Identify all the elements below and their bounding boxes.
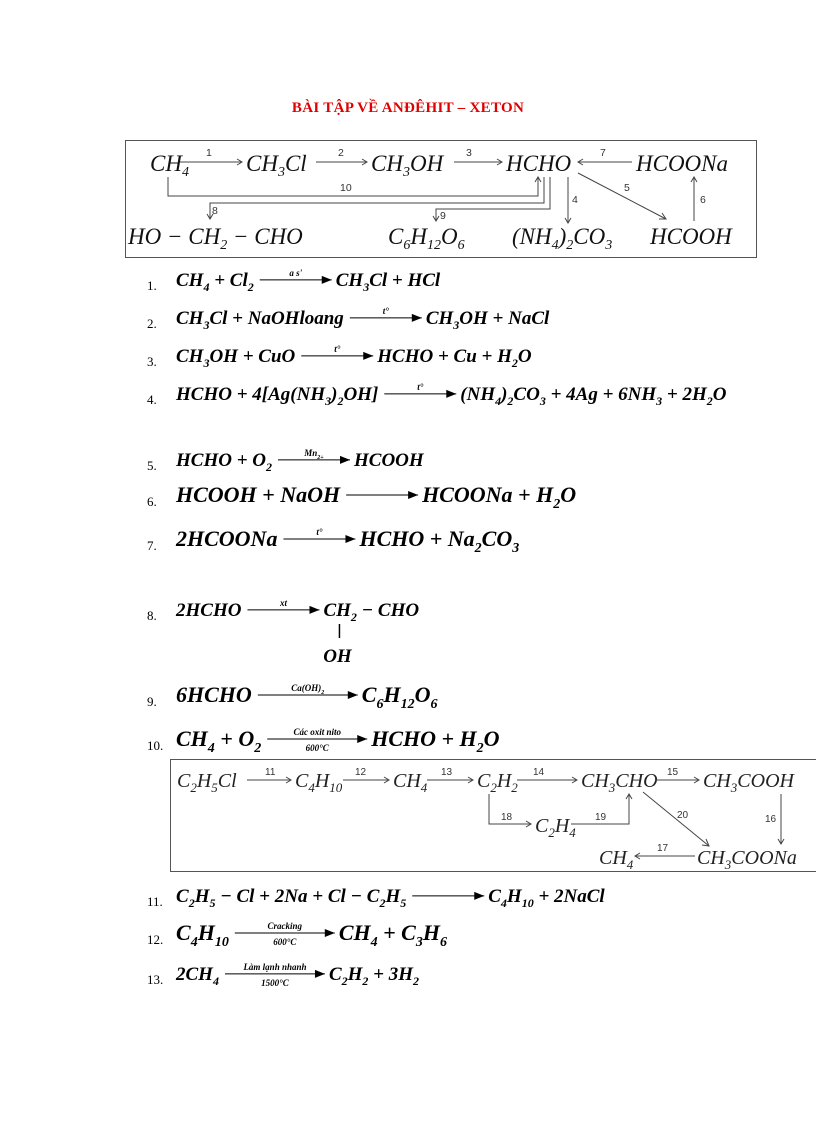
equation-10 [0,720,816,760]
equation-formula [172,676,812,716]
products: HCOOH [354,450,424,471]
svg-text:7: 7 [600,147,606,159]
condition-top: xt [279,597,287,608]
reactants: 2HCHO [176,600,242,621]
condition-top: t° [382,305,389,316]
condition-top: Các oxit nito [293,726,341,737]
equation-number: 8. [147,608,157,623]
node2-ch4: $CH_4$ [393,770,428,795]
condition-top: Làm lạnh nhanh [243,961,307,972]
svg-text:5: 5 [624,182,630,194]
equation-2 [0,298,816,338]
node-c6h12o6: $C_6H_{12}O_6$ [388,224,465,253]
products: $CH_3OH$ + NaCl [425,308,550,332]
node-ch3cl: $CH_3Cl$ [246,151,307,180]
products: $C_4H_{10}$ + 2NaCl [488,886,605,910]
products: $CH_4 + C_3H_6$ [338,920,447,950]
condition-top: $Mn_{2+}$ [304,447,324,461]
equation-number: 10. [147,738,164,753]
reactants: $C_4H_{10}$ [176,920,229,950]
equation-11 [0,876,816,916]
svg-text:16: 16 [765,814,777,825]
svg-text:9: 9 [440,210,446,222]
equation-12 [0,914,816,954]
svg-text:2: 2 [338,147,344,159]
products: HCHO + $H_2O$ [371,726,500,756]
condition-bottom: 600°C [273,936,297,947]
equation-5 [0,440,816,480]
svg-text:3: 3 [466,147,472,159]
equation-number: 1. [147,278,157,293]
arrow-10 [168,177,538,196]
node2-ch3cho: $CH_3CHO$ [581,770,658,795]
equation-4 [0,374,816,414]
substituent-oh: OH [323,646,352,667]
equation-formula [172,520,812,560]
node2-ch3coona: $CH_3COONa$ [697,847,797,872]
equation-formula [172,720,812,760]
arrow-5 [578,173,666,219]
equation-9 [0,676,816,716]
reactants: $CH_3Cl$ + NaOHloang [176,308,344,332]
equation-number: 5. [147,458,157,473]
svg-text:13: 13 [441,767,453,778]
equation-number: 11. [147,894,163,909]
products: HCHO + $Cu + H_2O$ [377,346,532,370]
svg-text:18: 18 [501,812,513,823]
svg-text:14: 14 [533,767,545,778]
node-hcoona: HCOONa [636,151,729,176]
equation-formula [172,298,812,338]
equation-formula [172,476,812,516]
svg-text:10: 10 [340,182,352,194]
reaction-scheme-2 [170,759,816,872]
products: HCOONa + $H_2O$ [422,482,577,512]
svg-text:12: 12 [355,767,367,778]
reactants: $C_2H_5 - Cl + 2Na + Cl - C_2H_5$ [176,886,407,910]
node2-ch4-b: $CH_4$ [599,847,634,872]
reaction-scheme-1 [125,140,757,258]
products: $CH_2$ − CHO [323,600,420,624]
condition-top: $Ca(OH)_2$ [291,682,325,696]
equation-1 [0,260,816,300]
products: $(NH_4)_2CO_3 + 4Ag + 6NH_3 + 2H_2O$ [460,384,727,408]
condition-bottom: 1500°C [261,977,289,988]
svg-text:19: 19 [595,812,607,823]
reactants: HCOOH + NaOH [176,482,341,507]
reactants: $CH_4 + Cl_2$ [176,270,254,294]
products: $C_2H_2 + 3H_2$ [328,964,420,988]
equation-number: 7. [147,538,157,553]
condition-top: a s' [289,267,303,278]
condition-bottom: 600°C [305,742,329,753]
equation-formula [172,914,812,954]
reactants: HCHO + $O_2$ [176,450,272,474]
reactants: $CH_4 + O_2$ [176,726,262,756]
svg-text:20: 20 [677,810,689,821]
equation-formula [172,260,812,300]
condition-top: t° [316,526,323,537]
equation-formula [172,336,812,376]
page-title: BÀI TẬP VỀ ANĐÊHIT – XETON [291,100,525,116]
condition-top: t° [417,381,424,392]
products: $C_6H_{12}O_6$ [361,682,438,712]
node2-c2h5cl: $C_2H_5Cl$ [177,770,237,795]
condition-top: t° [334,343,341,354]
node2-c4h10: $C_4H_{10}$ [295,770,343,795]
equation-number: 6. [147,494,157,509]
node-hcooh: HCOOH [650,224,732,249]
svg-text:8: 8 [212,205,218,217]
reactants: $CH_3OH$ + CuO [176,346,296,370]
node-hoch2cho: HO − $CH_2$ − CHO [128,224,303,253]
equation-number: 13. [147,972,164,987]
svg-text:1: 1 [206,147,212,159]
products: HCHO + $Na_2CO_3$ [359,526,520,556]
reaction-scheme-1-svg [126,141,758,259]
condition-top: Cracking [267,920,303,931]
equation-number: 12. [147,932,164,947]
node2-c2h2: $C_2H_2$ [477,770,518,795]
arrow-8 [210,177,544,219]
reactants: 2HCOONa [176,526,278,551]
equation-13 [0,954,816,994]
node-hcho: HCHO [506,151,572,176]
equation-3 [0,336,816,376]
equation-6 [0,476,816,516]
node2-ch3cooh: $CH_3COOH$ [703,770,794,795]
equation-formula [172,374,812,414]
node-nh4-2co3: $(NH_4)_2CO_3$ [512,224,613,253]
reactants: HCHO + $4[Ag(NH_3)_2OH]$ [176,384,379,408]
reactants: 6HCHO [176,682,252,707]
node-ch4: $CH_4$ [150,151,189,180]
svg-text:11: 11 [265,767,276,778]
equation-formula [172,876,812,916]
reactants: $2CH_4$ [176,964,219,988]
equation-number: 9. [147,694,157,709]
equation-formula [172,590,812,670]
node-ch3oh: $CH_3OH$ [371,151,444,180]
equation-8 [0,590,816,667]
equation-7 [0,520,816,560]
equation-number: 2. [147,316,157,331]
equation-formula [172,440,812,480]
svg-text:4: 4 [572,194,578,206]
svg-text:17: 17 [657,843,669,854]
svg-text:15: 15 [667,767,679,778]
equation-formula [172,954,812,994]
equation-number: 4. [147,392,157,407]
svg-text:6: 6 [700,194,706,206]
equation-number: 3. [147,354,157,369]
products: $CH_3Cl$ + HCl [335,270,441,294]
node2-c2h4: $C_2H_4$ [535,815,576,840]
reaction-scheme-2-svg [171,760,816,873]
arrow-9 [436,177,550,221]
